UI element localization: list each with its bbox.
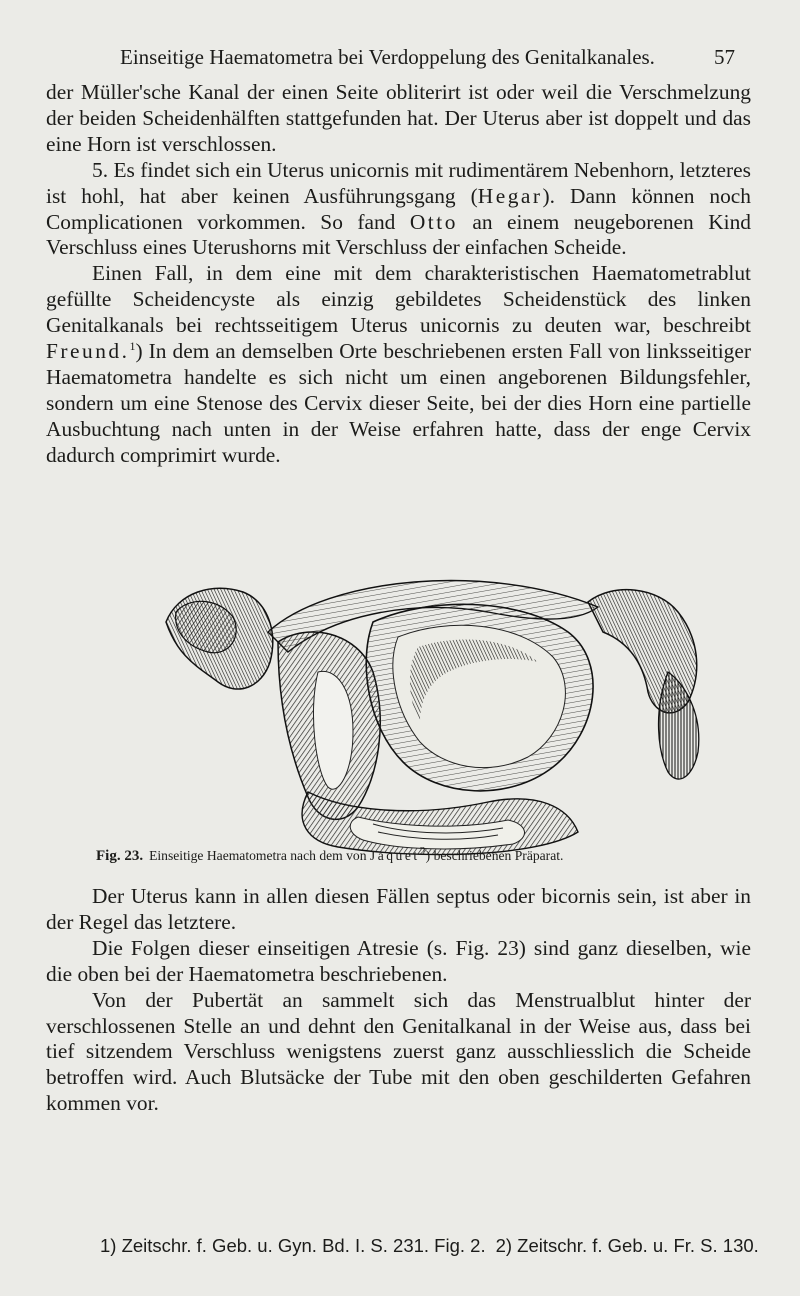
figure-label: Fig. 23. — [96, 848, 144, 864]
upper-text-block — [46, 80, 751, 469]
paragraph-freund-text-a: Einen Fall, in dem eine mit dem charakteristischen Haematometrablut gefüllte Scheidencyste als einzig gebildetes Scheidenstück des linken Genitalkanals bei rechtsseitigem Uterus unicornis zu deuten war, beschreibt — [46, 261, 751, 338]
author-freund: Freund. — [46, 339, 130, 364]
paragraph-continuation: der Müller'sche Kanal der einen Seite obliterirt ist oder weil die Verschmelzung der beiden Scheidenhälften stattgefunden hat. Der Uterus aber ist doppelt und das eine Horn ist verschlossen. — [46, 80, 751, 156]
paragraph-pubertaet: Von der Pubertät an sammelt sich das Menstrualblut hinter der verschlossenen Stelle an und dehnt den Genitalkanal in der Weise aus, dass bei tief sitzendem Verschluss wenigstens zuerst ganz ausschliesslich die Scheide betroffen wird. Auch Blutsäcke der Tube mit den oben geschilderten Gefahren kommen vor. — [46, 987, 751, 1116]
page-number: 57 — [714, 45, 735, 69]
paragraph-5-text-c: an einem neugeborenen Kind Verschluss eines Uterushorns mit Verschluss der einfachen Scheide. — [46, 209, 751, 260]
author-hegar: Hegar — [477, 183, 543, 208]
paragraph-5-text-a: 5. Es findet sich ein Uterus unicornis mit rudimentärem Nebenhorn, letzteres ist hohl, hat aber keinen Ausführungsgang ( — [46, 157, 751, 208]
footnote-ref-2: 2 — [419, 843, 426, 858]
caption-author: Jaquet — [369, 848, 420, 863]
caption-text-b: ) beschriebenen Präparat. — [425, 848, 564, 863]
paragraph-freund — [46, 261, 751, 468]
footnote-2: 2) Zeitschr. f. Geb. u. Fr. S. 130. — [495, 1235, 759, 1256]
paragraph-5-text-b: ). Dann können noch Complicationen vorkommen. So fand — [46, 183, 751, 234]
footnote-1: 1) Zeitschr. f. Geb. u. Gyn. Bd. I. S. 231. Fig. 2. — [100, 1235, 486, 1256]
lower-text-block — [46, 884, 751, 1117]
paragraph-uterus: Der Uterus kann in allen diesen Fällen septus oder bicornis sein, ist aber in der Regel das letztere. — [46, 884, 751, 934]
author-otto: Otto — [409, 209, 458, 234]
uterus-engraving — [158, 562, 728, 862]
footnote-ref-1: 1 — [129, 338, 136, 353]
figure-caption — [96, 843, 776, 865]
paragraph-freund-text-b: ) In dem an demselben Orte beschriebenen ersten Fall von linksseitiger Haematometra handelte es sich nicht um einen angeborenen Bildungsfehler, sondern um eine Stenose des Cervix dieser Seite, bei der dies Horn eine partielle Ausbuchtung nach unten in der Weise erfahren hatte, dass der enge Cervix dadurch comprimirt wurde. — [46, 339, 751, 467]
figure-illustration — [158, 562, 728, 862]
caption-text-a: Einseitige Haematometra nach dem von — [149, 848, 370, 863]
paragraph-item-5 — [46, 158, 751, 262]
paragraph-folgen: Die Folgen dieser einseitigen Atresie (s. Fig. 23) sind ganz dieselben, wie die oben bei der Haematometra beschriebenen. — [46, 935, 751, 986]
running-head — [120, 44, 740, 70]
footnotes — [100, 1234, 760, 1258]
running-head-title: Einseitige Haematometra bei Verdoppelung des Genitalkanales. — [120, 45, 655, 69]
